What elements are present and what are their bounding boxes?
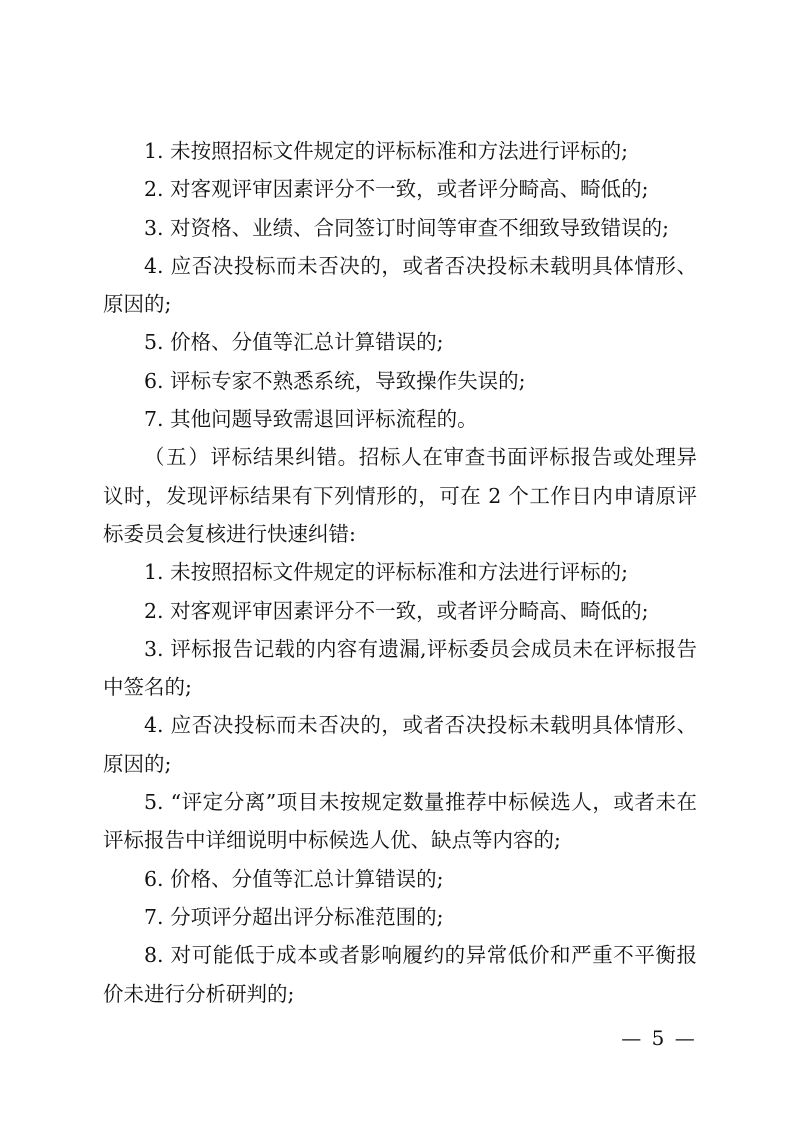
section-heading-text: 评标结果纠错。招标人在审查书面评标报告或处理异议时，发现评标结果有下列情形的，可在 2 个工作日内申请原评标委员会复核进行快速纠错: — [103, 445, 698, 546]
list-item: 5. “评定分离”项目未按规定数量推荐中标候选人，或者未在评标报告中详细说明中标候选人优、缺点等内容的; — [103, 790, 697, 853]
list-item: 4. 应否决投标而未否决的，或者否决投标未载明具体情形、原因的; — [103, 713, 697, 776]
document-body — [103, 132, 697, 1013]
list-item: 2. 对客观评审因素评分不一致，或者评分畸高、畸低的; — [144, 177, 649, 202]
list-item: 5. 价格、分值等汇总计算错误的; — [144, 330, 444, 355]
list-item: 8. 对可能低于成本或者影响履约的异常低价和严重不平衡报价未进行分析研判的; — [103, 943, 697, 1006]
page-number: — 5 — — [621, 1026, 697, 1050]
list-item: 3. 对资格、业绩、合同签订时间等审查不细致导致错误的; — [144, 215, 669, 240]
list-item: 3. 评标报告记载的内容有遗漏,评标委员会成员未在评标报告中签名的; — [103, 636, 697, 700]
list-item: 1. 未按照招标文件规定的评标标准和方法进行评标的; — [144, 139, 628, 163]
list-item: 7. 分项评分超出评分标准范围的; — [144, 904, 444, 929]
section-heading — [103, 438, 697, 553]
list-item: 7. 其他问题导致需退回评标流程的。 — [144, 407, 478, 432]
section-marker: （五） — [144, 445, 211, 470]
list-item: 6. 价格、分值等汇总计算错误的; — [144, 866, 444, 891]
list-item: 2. 对客观评审因素评分不一致，或者评分畸高、畸低的; — [144, 598, 649, 623]
list-item: 1. 未按照招标文件规定的评标标准和方法进行评标的; — [144, 560, 628, 585]
list-item: 4. 应否决投标而未否决的，或者否决投标未载明具体情形、原因的; — [103, 253, 697, 317]
list-item: 6. 评标专家不熟悉系统，导致操作失误的; — [144, 368, 526, 393]
